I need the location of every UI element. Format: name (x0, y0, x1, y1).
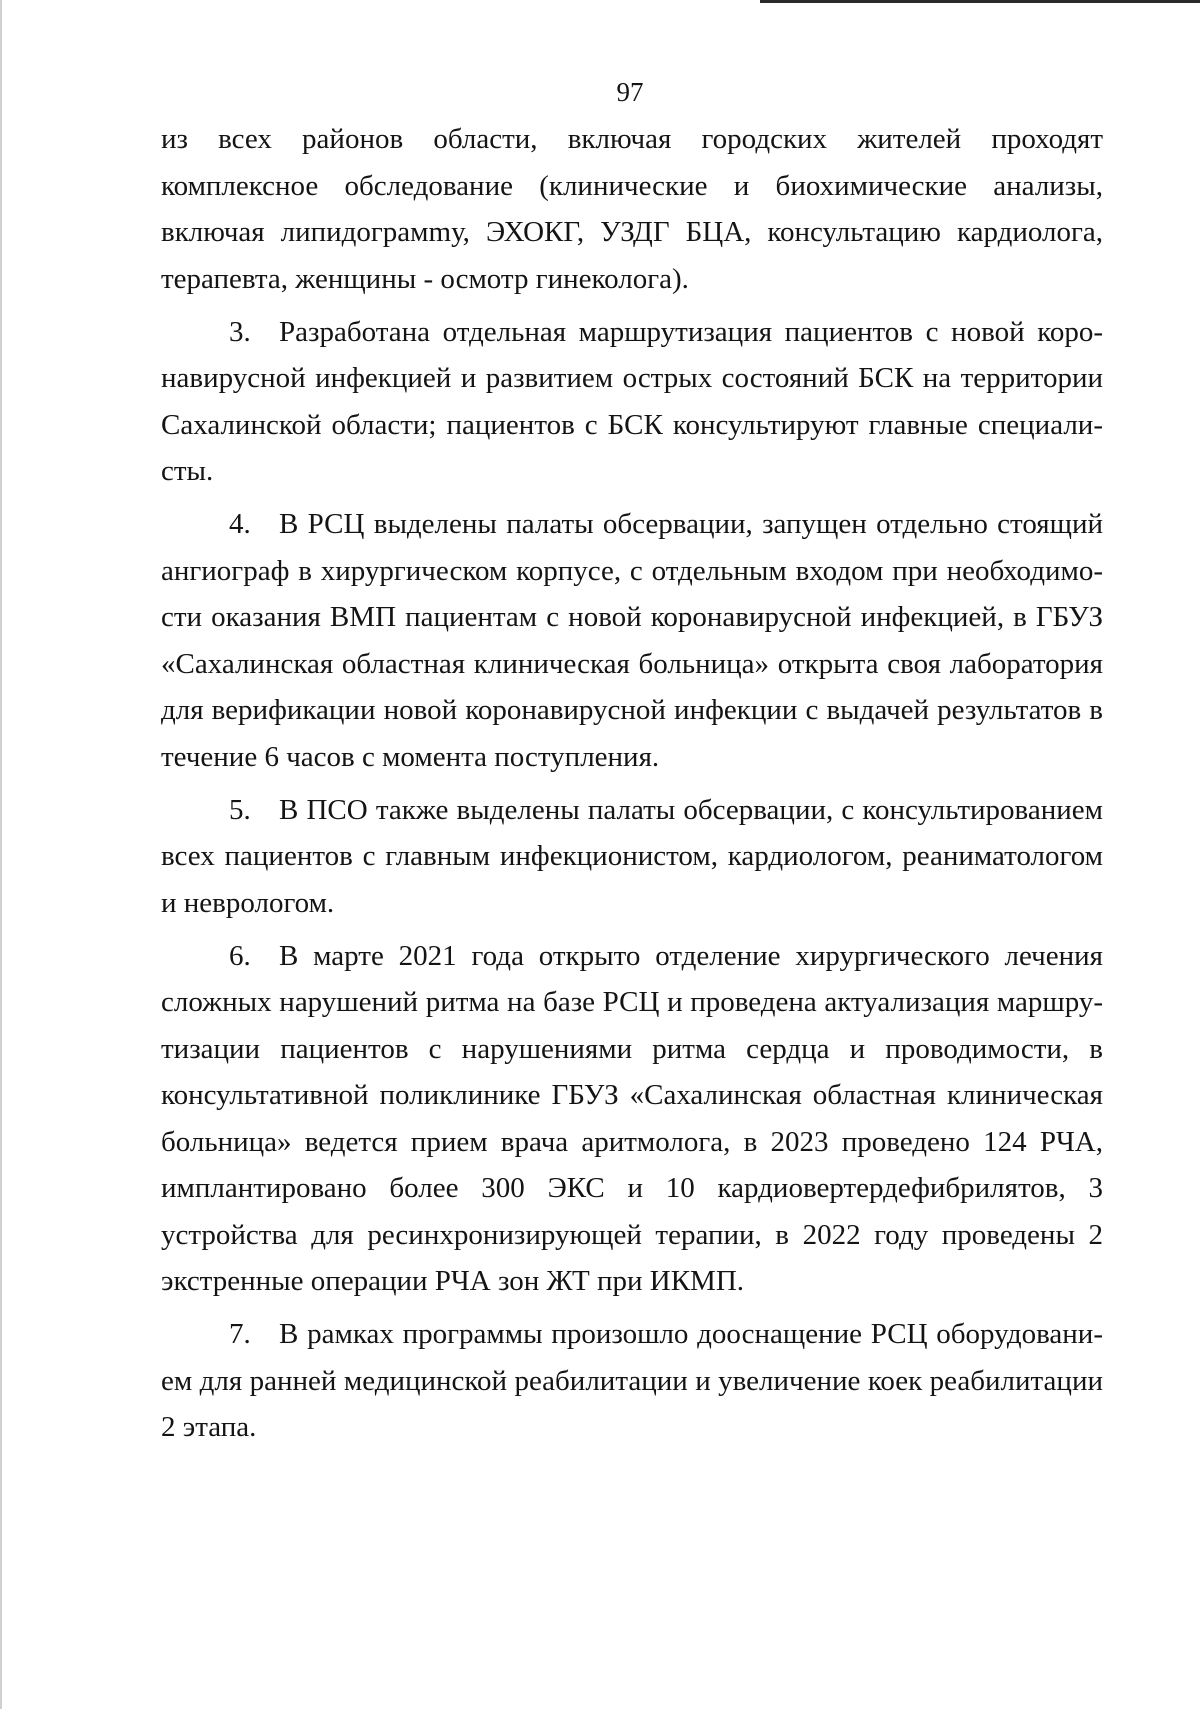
paragraph-text: В марте 2021 года открыто отделение хирургического лечения сложных нарушений ритма на базе РСЦ и проведена актуализация маршрутизации пациентов с нарушениями ритма сердца и проводимости, в консультативной поликлинике ГБУЗ «Сахалинская областная клиническая больница» ведется прием врача аритмолога, в 2023 проведено 124 РЧА, имплантировано более 300 ЭКС и 10 кардиовертердефибрилятов, 3 устройства для ресинхронизирующей терапии, в 2022 году проведены 2 экстренные операции РЧА зон ЖТ при ИКМП. (161, 939, 1103, 1297)
paragraph-text: В рамках программы произошло дооснащение РСЦ оборудованием для ранней медицинской реабилитации и увеличение коек реабилитации 2 этапа. (161, 1318, 1103, 1443)
paragraph-text: В РСЦ выделены палаты обсервации, запущен отдельно стоящий ангиограф в хирургическом корпусе, с отдельным входом при необходимости оказания ВМП пациентам с новой коронавирусной инфекцией, в ГБУЗ «Сахалинская областная клиническая больница» открыта своя лаборатория для верификации новой коронавирусной инфекции с выдачей результатов в течение 6 часов с момента поступления. (161, 508, 1103, 773)
paragraph-number: 4. (229, 508, 251, 540)
scan-left-edge (0, 0, 2, 1709)
paragraph-text: из всех районов области, включая городских жителей проходят комплексное обследование (клинические и биохимические анализы, включая липидограмmу, ЭХОКГ, УЗДГ БЦА, консультацию кардиолога, терапевта, женщины - осмотр гинеколога). (161, 123, 1103, 295)
paragraph-item-5 (161, 787, 1103, 927)
paragraph-number: 5. (229, 793, 251, 826)
paragraph-item-3 (161, 309, 1103, 495)
paragraph-text: Разработана отдельная маршрутизация пациентов с новой коронавирусной инфекцией и развитием острых состояний БСК на территории Сахалинской области; пациентов с БСК консультируют главные специалисты. (161, 315, 1103, 487)
scan-top-border (760, 0, 1200, 3)
paragraph-continuation (161, 116, 1103, 302)
paragraph-number: 6. (229, 939, 251, 972)
page-number: 97 (616, 77, 644, 107)
paragraph-item-7 (161, 1311, 1103, 1451)
paragraph-text: В ПСО также выделены палаты обсервации, с консультированием всех пациентов с главным инфекционистом, кардиологом, реаниматологом и неврологом. (161, 793, 1103, 919)
document-body (161, 116, 1103, 1457)
paragraph-item-4 (161, 501, 1103, 780)
paragraph-number: 3. (229, 315, 251, 348)
paragraph-number: 7. (229, 1318, 251, 1350)
paragraph-item-6 (161, 933, 1103, 1305)
